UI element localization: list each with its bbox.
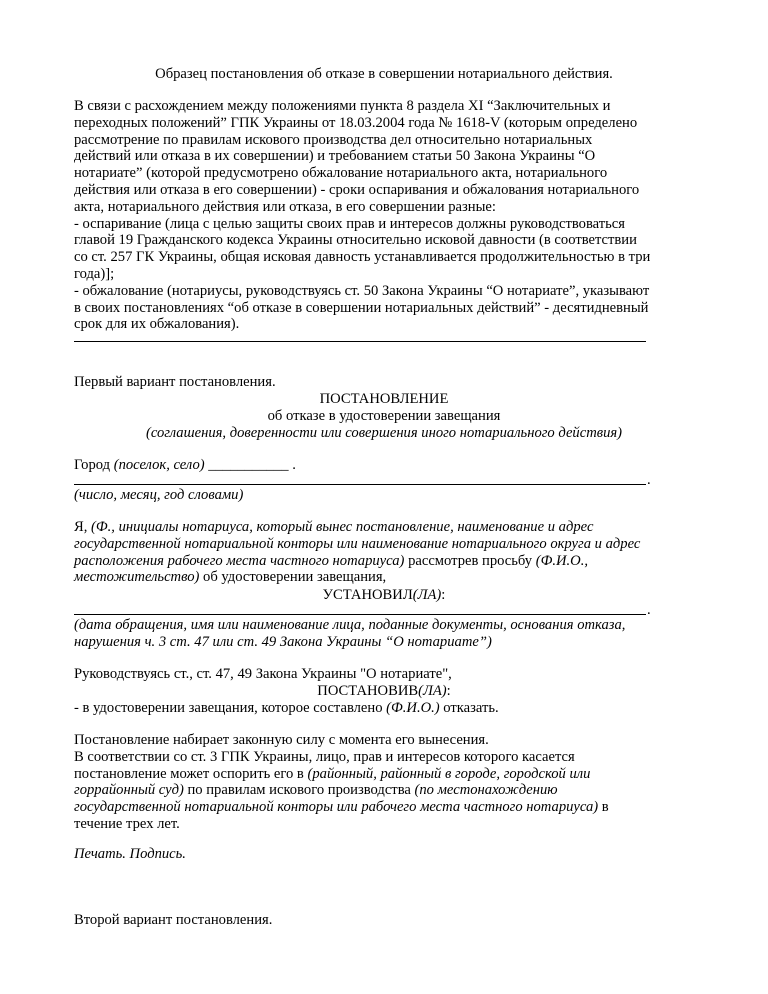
guided-line: Руководствуясь ст., ст. 47, 49 Закона Украины "О нотариате", <box>74 666 452 682</box>
document-title: Образец постановления об отказе в совершении нотариального действия. <box>155 66 613 82</box>
second-variant-label: Второй вариант постановления. <box>74 912 273 928</box>
city-line: Город (поселок, село) ___________ . <box>74 457 296 473</box>
facts-line-dot: . <box>647 602 651 618</box>
date-line-dot: . <box>647 472 651 488</box>
signature-line: Печать. Подпись. <box>74 846 186 862</box>
established-heading: УСТАНОВИЛ(ЛА): <box>322 587 446 603</box>
effect-paragraph: Постановление набирает законную силу с момента его вынесения. В соответствии со ст. 3 ГПК Украины, лицо, прав и интересов которого касается постановление может оспорить его в (районный, районный в городе, городской или горрайонный суд) по правилам искового производства (по местонахождению государственной нотариальной конторы или рабочего места частного нотариуса) в течение трех лет. <box>74 732 609 832</box>
resolution-heading: ПОСТАНОВЛЕНИЕ об отказе в удостоверении завещания (соглашения, доверенности или совершения иного нотариального действия) <box>145 391 623 441</box>
date-blank-line <box>74 484 646 485</box>
first-variant-label: Первый вариант постановления. <box>74 374 276 390</box>
facts-blank-line <box>74 614 646 615</box>
intro-paragraph: В связи с расхождением между положениями пункта 8 раздела XI “Заключительных и переходных положений” ГПК Украины от 18.03.2004 года № 1618-V (которым определено рассмотрение по правилам искового производства дел относительно нотариальных действий или отказа в их совершении) и требованием статьи 50 Закона Украины “О нотариате” (которой предусмотрено обжалование нотариального акта, нотариального действия или отказа в его совершении) - сроки оспаривания и обжалования нотариального акта, нотариального действия или отказа, в его совершении разные: - оспаривание (лица с целью защиты своих прав и интересов должны руководствоваться главой 19 Гражданского кодекса Украины относительно исковой давности (в соответствии со ст. 257 ГК Украины, общая исковая давность устанавливается продолжительностью в три года)]; - обжалование (нотариусы, руководствуясь ст. 50 Закона Украины “О нотариате”, указывают в своих постановлениях “об отказе в совершении нотариальных действий” - десятидневный срок для их обжалования). <box>74 98 651 333</box>
resolved-heading: ПОСТАНОВИВ(ЛА): <box>317 683 451 699</box>
section-divider <box>74 341 646 342</box>
facts-note: (дата обращения, имя или наименование лица, поданные документы, основания отказа, нарушения ч. 3 ст. 47 или ст. 49 Закона Украины “О нотариате”) <box>74 617 626 650</box>
decision-line: - в удостоверении завещания, которое составлено (Ф.И.О.) отказать. <box>74 700 499 716</box>
date-note: (число, месяц, год словами) <box>74 487 244 503</box>
notary-paragraph: Я, (Ф., инициалы нотариуса, который вынес постановление, наименование и адрес государственной нотариальной конторы или наименование нотариального округа и адрес расположения рабочего места частного нотариуса) рассмотрев просьбу (Ф.И.О., местожительство) об удостоверении завещания, <box>74 519 641 586</box>
